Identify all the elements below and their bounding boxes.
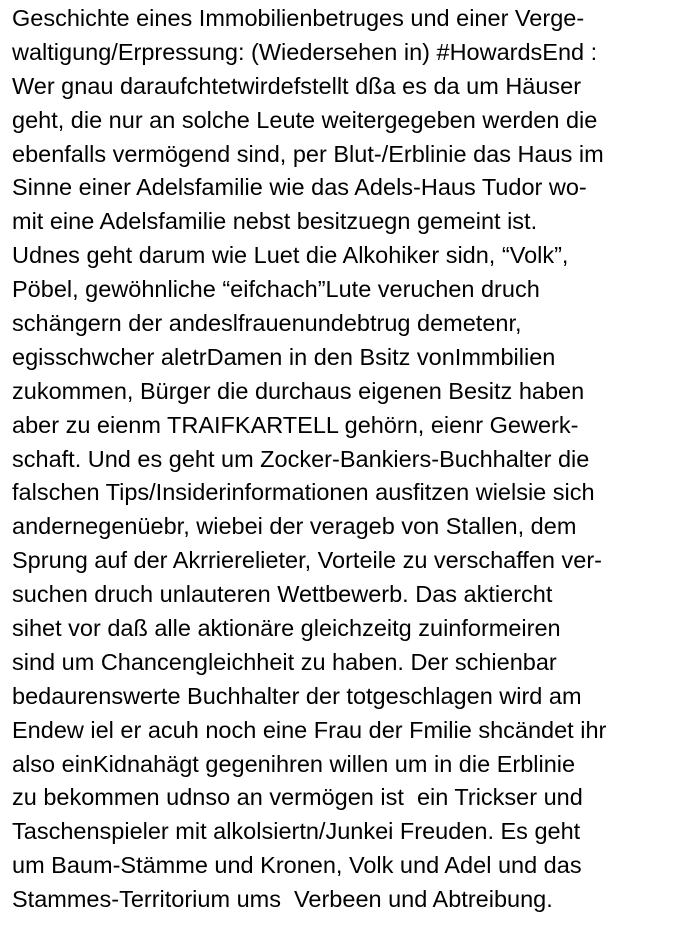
text-line-11: egisschwcher aletrDamen in den Bsitz vonImmbilien <box>12 343 556 370</box>
text-line-19: sihet vor daß alle aktionäre gleichzeitg zuinformeiren <box>12 615 561 642</box>
text-line-25: Taschenspieler mit alkolsiertn/Junkei Freuden. Es geht <box>12 818 581 845</box>
text-line-26: um Baum-Stämme und Kronen, Volk und Adel und das <box>12 852 582 879</box>
text-line-15: falschen Tips/Insiderinformationen ausfitzen wielsie sich <box>12 479 595 506</box>
text-line-10: schängern der andeslfrauenundebtrug demetenr, <box>12 310 522 337</box>
document-text <box>12 2 680 917</box>
text-line-5: ebenfalls vermögend sind, per Blut-/Erblinie das Haus im <box>12 140 604 167</box>
text-line-16: andernegenüebr, wiebei der verageb von Stallen, dem <box>12 513 577 540</box>
text-line-2: waltigung/Erpressung: (Wiedersehen in) #HowardsEnd : <box>12 38 598 65</box>
text-line-24: zu bekommen udnso an vermögen ist ein Trickser und <box>12 784 583 811</box>
text-line-22: Endew iel er acuh noch eine Frau der Fmilie shcändet ihr <box>12 716 607 743</box>
text-line-7: mit eine Adelsfamilie nebst besitzuegn gemeint ist. <box>12 208 538 235</box>
text-line-17: Sprung auf der Akrrierelieter, Vorteile zu verschaffen ver- <box>12 547 602 574</box>
text-line-9: Pöbel, gewöhnliche “eifchach”Lute veruchen druch <box>12 276 540 303</box>
text-line-14: schaft. Und es geht um Zocker-Bankiers-Buchhalter die <box>12 445 590 472</box>
text-line-6: Sinne einer Adelsfamilie wie das Adels-Haus Tudor wo- <box>12 174 587 201</box>
text-line-23: also einKidnahägt gegenihren willen um in die Erblinie <box>12 750 576 777</box>
text-line-1: Geschichte eines Immobilienbetruges und einer Verge- <box>12 5 585 31</box>
text-line-4: geht, die nur an solche Leute weitergegeben werden die <box>12 106 598 133</box>
text-line-3: Wer gnau daraufchtetwirdefstellt dßa es da um Häuser <box>12 72 582 99</box>
text-line-12: zukommen, Bürger die durchaus eigenen Besitz haben <box>12 377 585 404</box>
text-line-20: sind um Chancengleichheit zu haben. Der schienbar <box>12 648 557 675</box>
text-line-8: Udnes geht darum wie Luet die Alkohiker sidn, “Volk”, <box>12 242 569 269</box>
text-line-27: Stammes-Territorium ums Verbeen und Abtreibung. <box>12 886 553 913</box>
text-line-13: aber zu eienm TRAIFKARTELL gehörn, eienr Gewerk- <box>12 411 579 438</box>
text-line-18: suchen druch unlauteren Wettbewerb. Das aktiercht <box>12 581 553 608</box>
text-line-21: bedaurenswerte Buchhalter der totgeschlagen wird am <box>12 682 582 709</box>
